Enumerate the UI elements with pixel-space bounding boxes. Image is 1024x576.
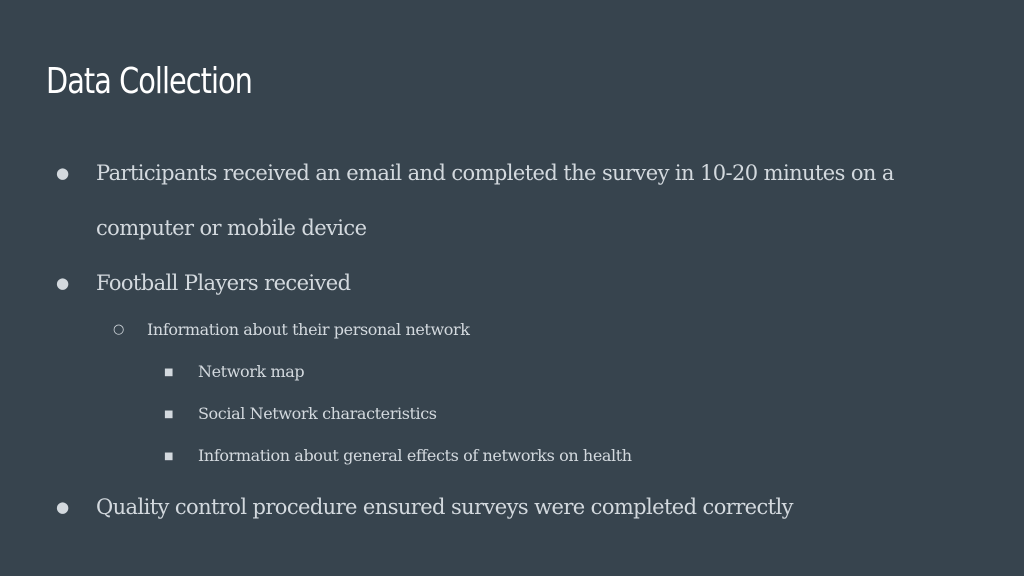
bullet-text-line: Football Players received — [96, 271, 351, 295]
bullet-item — [56, 146, 894, 201]
sub-bullet-marker: ○ — [113, 322, 124, 337]
square-bullet-marker: ■ — [164, 451, 174, 462]
sub-sub-bullet-item — [164, 444, 632, 468]
square-bullet-marker: ■ — [164, 409, 174, 420]
sub-bullet-item — [113, 318, 470, 342]
bullet-item — [56, 480, 793, 535]
sub-sub-bullet-item — [164, 402, 437, 426]
bullet-item — [56, 256, 351, 311]
sub-sub-bullet-text: Information about general effects of networks on health — [198, 446, 632, 465]
bullet-text-line: computer or mobile device — [96, 216, 367, 240]
sub-sub-bullet-item — [164, 360, 305, 384]
bullet-item-continuation — [96, 201, 366, 256]
bullet-marker: ● — [56, 498, 69, 516]
bullet-marker: ● — [56, 164, 69, 182]
sub-bullet-text: Information about their personal network — [147, 320, 470, 339]
bullet-marker: ● — [56, 274, 69, 292]
sub-sub-bullet-text: Social Network characteristics — [198, 404, 437, 423]
sub-sub-bullet-text: Network map — [198, 362, 305, 381]
bullet-text-line: Quality control procedure ensured surveys were completed correctly — [96, 495, 793, 519]
square-bullet-marker: ■ — [164, 367, 174, 378]
bullet-text-line: Participants received an email and completed the survey in 10-20 minutes on a — [96, 161, 894, 185]
slide-title: Data Collection — [46, 61, 252, 102]
